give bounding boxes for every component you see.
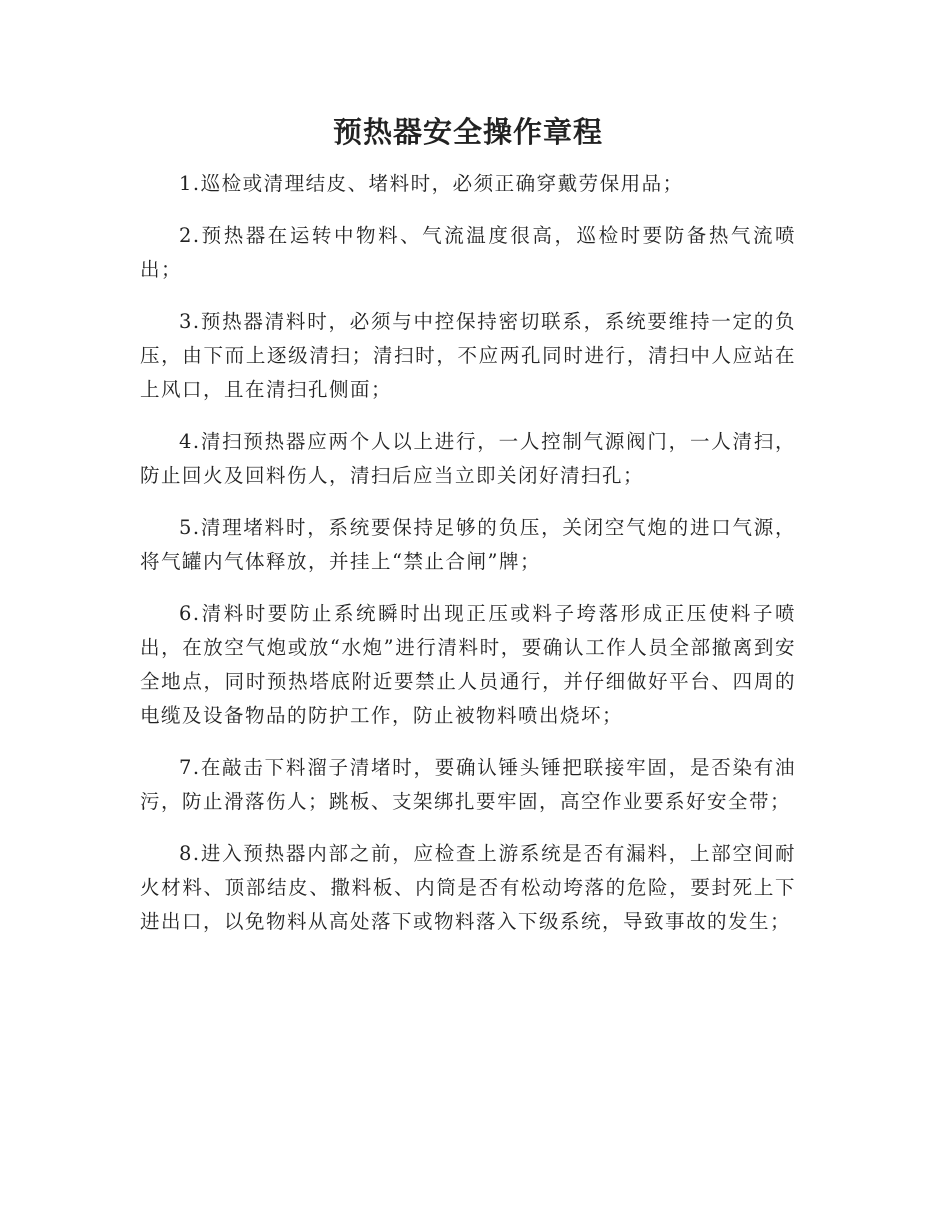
rule-item-1: 1.巡检或清理结皮、堵料时，必须正确穿戴劳保用品； bbox=[179, 172, 684, 195]
rule-item-4: 4.清扫预热器应两个人以上进行，一人控制气源阀门，一人清扫，防止回火及回料伤人，清扫后应当立即关闭好清扫孔； bbox=[140, 430, 796, 487]
rule-item-6: 6.清料时要防止系统瞬时出现正压或料子垮落形成正压使料子喷出，在放空气炮或放“水炮”进行清料时，要确认工作人员全部撤离到安全地点，同时预热塔底附近要禁止人员通行，并仔细做好平台、四周的电缆及设备物品的防护工作，防止被物料喷出烧坏； bbox=[140, 602, 796, 727]
rule-item-2: 2.预热器在运转中物料、气流温度很高，巡检时要防备热气流喷出； bbox=[140, 224, 796, 281]
rule-list bbox=[140, 167, 796, 939]
document-page bbox=[140, 110, 796, 957]
rule-item-3: 3.预热器清料时，必须与中控保持密切联系，系统要维持一定的负压，由下而上逐级清扫；清扫时，不应两孔同时进行，清扫中人应站在上风口，且在清扫孔侧面； bbox=[140, 310, 796, 401]
document-title: 预热器安全操作章程 bbox=[332, 115, 603, 149]
rule-item-8: 8.进入预热器内部之前，应检查上游系统是否有漏料，上部空间耐火材料、顶部结皮、撒料板、内筒是否有松动垮落的危险，要封死上下进出口，以免物料从高处落下或物料落入下级系统，导致事故的发生； bbox=[140, 842, 796, 933]
rule-item-5: 5.清理堵料时，系统要保持足够的负压，关闭空气炮的进口气源，将气罐内气体释放，并挂上“禁止合闸”牌； bbox=[140, 516, 796, 573]
rule-item-7: 7.在敲击下料溜子清堵时，要确认锤头锤把联接牢固，是否染有油污，防止滑落伤人；跳板、支架绑扎要牢固，高空作业要系好安全带； bbox=[140, 756, 796, 813]
